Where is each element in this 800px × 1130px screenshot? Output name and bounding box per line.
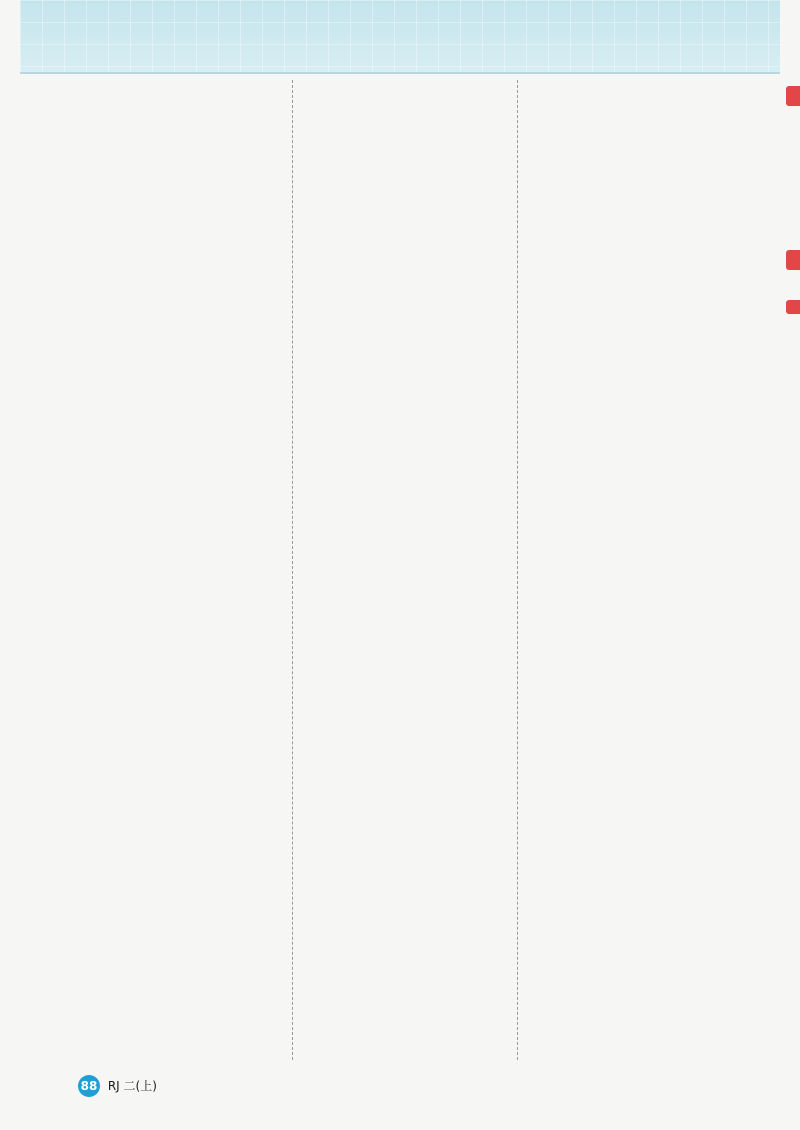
- column-divider: [292, 80, 293, 1060]
- page-number: 88: [78, 1075, 100, 1097]
- side-tab: [786, 86, 800, 106]
- top-banner: [20, 0, 780, 74]
- side-tab: [786, 300, 800, 314]
- page-footer: [78, 1075, 157, 1097]
- column-divider: [517, 80, 518, 1060]
- edition-label: RJ 二(上): [107, 1079, 157, 1093]
- side-tab: [786, 250, 800, 270]
